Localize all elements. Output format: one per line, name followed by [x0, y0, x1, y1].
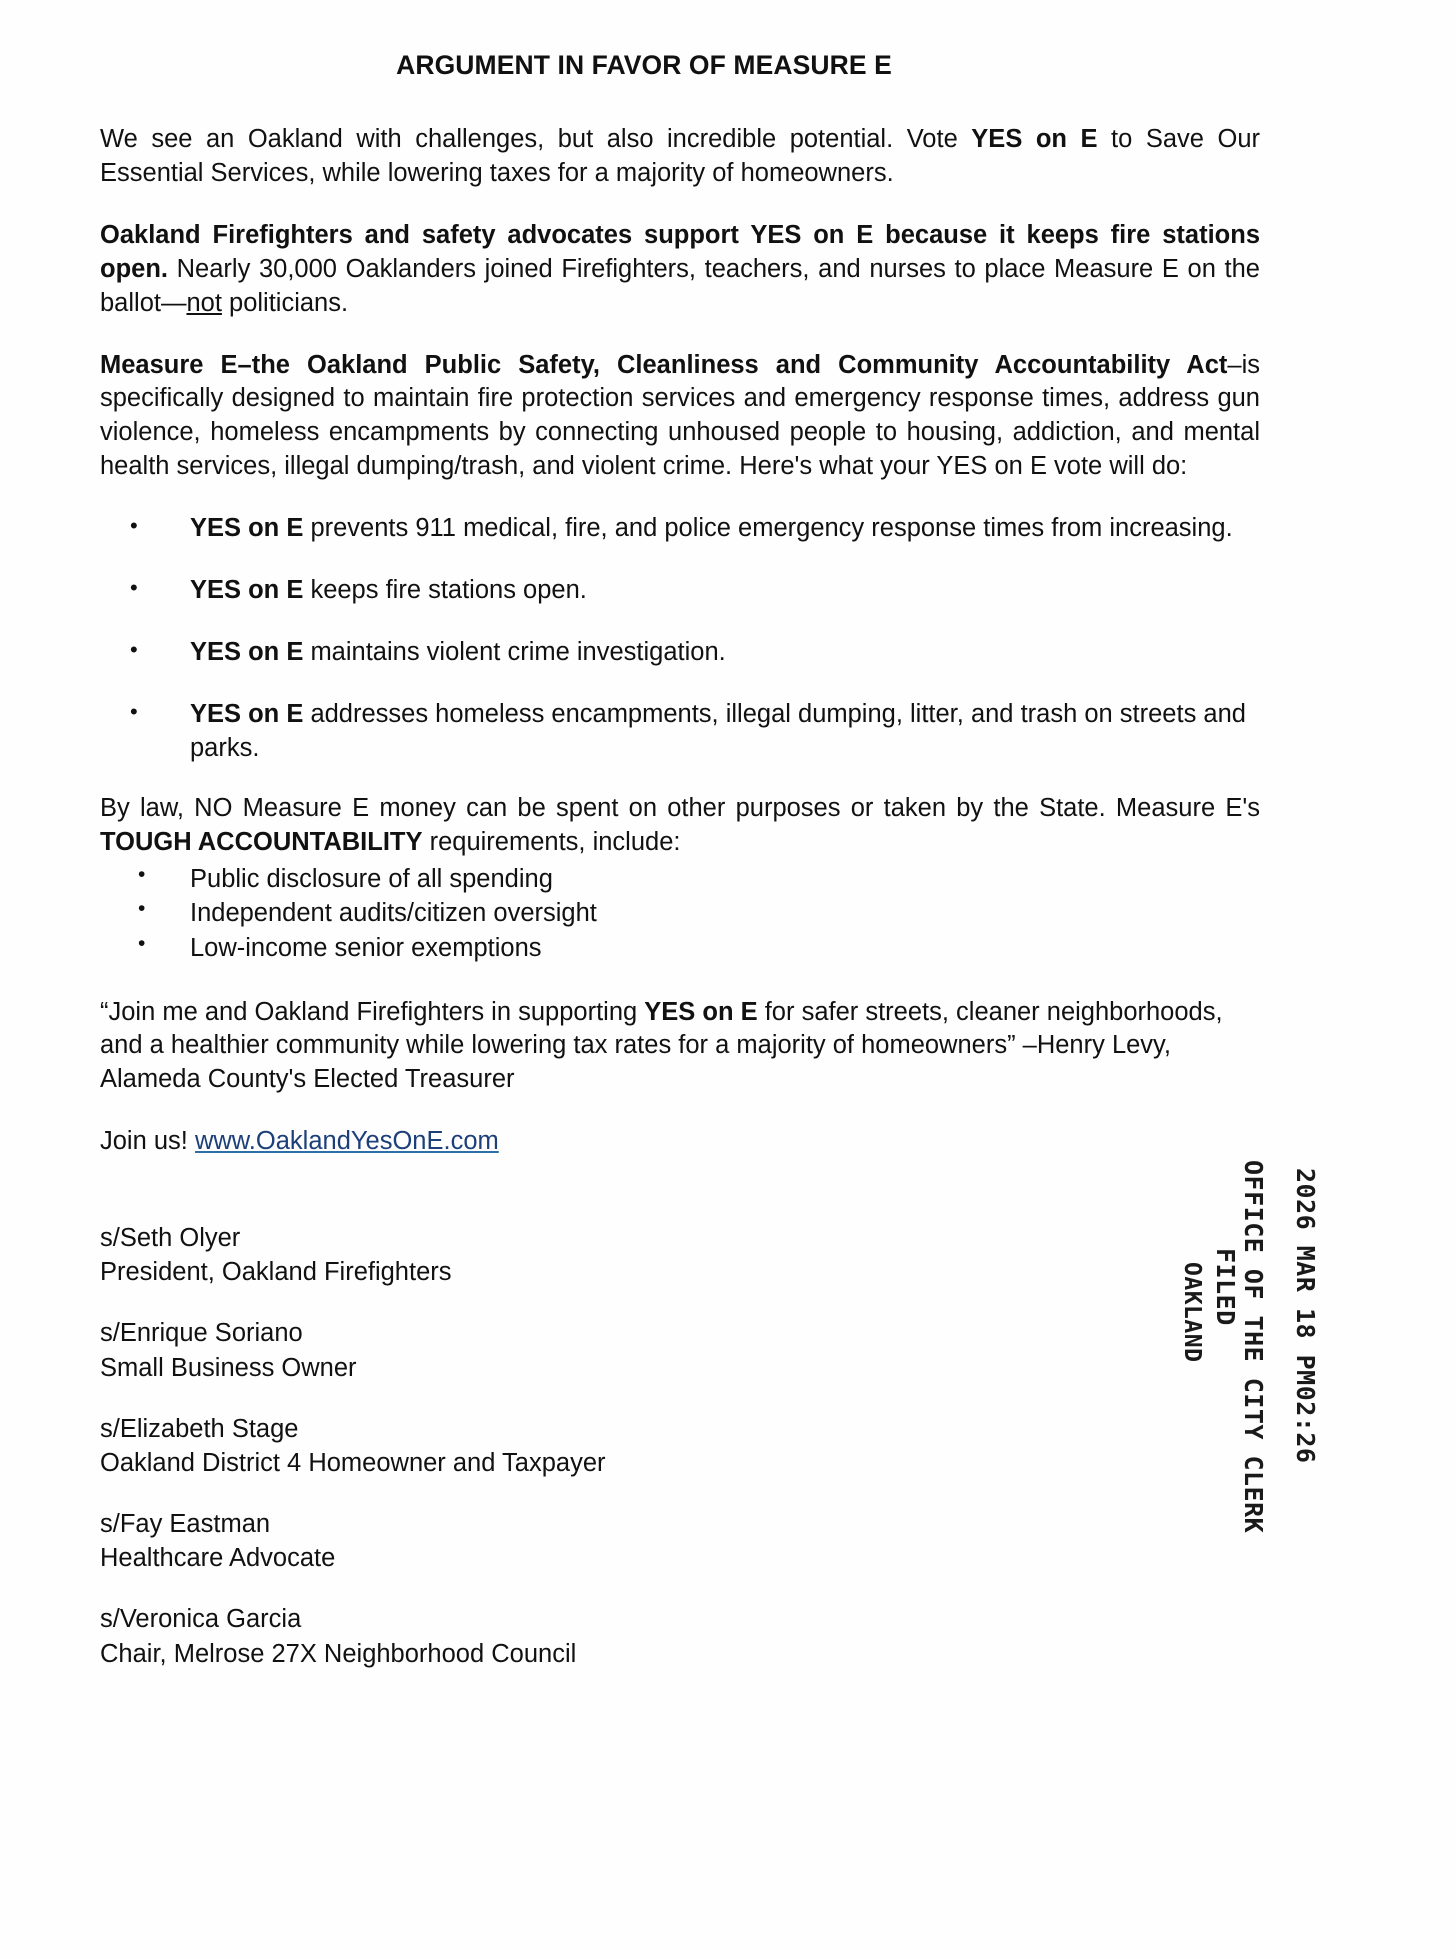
list-item: • Public disclosure of all spending [100, 862, 1260, 897]
paragraph-firefighters-text-a: Nearly 30,000 Oaklanders joined Firefighters, teachers, and nurses to place Measure E on the ballot— [100, 254, 1260, 317]
campaign-website-link[interactable]: www.OaklandYesOnE.com [194, 1127, 499, 1156]
list-item [100, 512, 1260, 546]
paragraph-firefighters [100, 219, 1260, 321]
join-us-line [100, 1125, 1358, 1159]
list-item [100, 636, 1260, 670]
paragraph-intro-text-a: We see an Oakland with challenges, but also incredible potential. Vote [100, 125, 972, 153]
paragraph-quote-emphasis: YES on E [644, 997, 758, 1026]
stamp-city-name: OAKLAND [1179, 1262, 1205, 1363]
signature-entry [100, 1221, 1358, 1289]
signature-role: Oakland District 4 Homeowner and Taxpayer [100, 1448, 606, 1477]
paragraph-quote-text-a: “Join me and Oakland Firefighters in supporting [100, 997, 645, 1026]
signature-entry [100, 1316, 1358, 1384]
paragraph-accountability [100, 792, 1260, 860]
signature-role: President, Oakland Firefighters [100, 1258, 452, 1287]
paragraph-firefighters-underlined-word: not [186, 288, 222, 317]
list-item-text: addresses homeless encampments, illegal dumping, litter, and trash on streets and parks. [190, 699, 1246, 762]
signature-entry [100, 1602, 1358, 1670]
paragraph-firefighters-text-b: politicians. [221, 288, 349, 317]
page-title: ARGUMENT IN FAVOR OF MEASURE E [396, 50, 892, 80]
stamp-filing-date: 2026 MAR 18 PM02:26 [1291, 1168, 1320, 1464]
signature-role: Healthcare Advocate [100, 1544, 336, 1573]
list-item: • Independent audits/citizen oversight [100, 896, 1260, 931]
paragraph-intro [100, 123, 1260, 191]
list-item-emphasis: YES on E [190, 637, 304, 666]
document-body [100, 50, 1358, 1698]
paragraph-intro-text-b: to Save Our Essential Services, while lowering taxes for a majority of homeowners. [100, 125, 1261, 187]
stamp-filed-label: FILED [1211, 1248, 1240, 1326]
accountability-requirements-list [100, 862, 1260, 966]
paragraph-intro-emphasis: YES on E [971, 125, 1098, 153]
list-item: • Low-income senior exemptions [100, 931, 1260, 966]
list-item-text: prevents 911 medical, fire, and police emergency response times from increasing. [303, 514, 1233, 543]
paragraph-measure-act-name: Measure E–the Oakland Public Safety, Cleanliness and Community Accountability Act [100, 350, 1228, 379]
signature-role: Small Business Owner [100, 1353, 357, 1382]
list-item-emphasis: YES on E [190, 514, 304, 543]
paragraph-firefighters-lead: Oakland Firefighters and safety advocates support YES on E because it keeps fire stations open. [100, 220, 1260, 283]
signature-name: s/Seth Olyer [100, 1224, 241, 1253]
paragraph-measure-text: –is specifically designed to maintain fire protection services and emergency response times, address gun violence, homeless encampments by connecting unhoused people to housing, addiction, and mental health services, illegal dumping/trash, and violent crime. Here's what your YES on E vote will do: [100, 350, 1260, 481]
measure-benefits-list [100, 512, 1260, 766]
signature-role: Chair, Melrose 27X Neighborhood Council [100, 1639, 577, 1668]
signature-name: s/Fay Eastman [100, 1510, 271, 1539]
paragraph-accountability-text-b: requirements, include: [422, 827, 681, 856]
signature-entry [100, 1507, 1358, 1575]
list-item-emphasis: YES on E [190, 699, 304, 728]
list-item [100, 698, 1260, 766]
paragraph-quote [100, 996, 1260, 1098]
paragraph-accountability-text-a: By law, NO Measure E money can be spent on other purposes or taken by the State. Measure E's [100, 793, 1260, 822]
list-item-text: keeps fire stations open. [303, 576, 587, 605]
list-item-text: maintains violent crime investigation. [303, 637, 726, 666]
join-us-label: Join us! [100, 1127, 195, 1156]
signature-entry [100, 1412, 1358, 1480]
signature-name: s/Enrique Soriano [100, 1319, 303, 1348]
paragraph-quote-text-b: for safer streets, cleaner neighborhoods, and a healthier community while lowering tax rates for a majority of homeowners” –Henry Levy, Alameda County's Elected Treasurer [100, 997, 1223, 1094]
stamp-office-name: OFFICE OF THE CITY CLERK [1239, 1160, 1268, 1534]
paragraph-measure-description [100, 349, 1260, 485]
paragraph-accountability-emphasis: TOUGH ACCOUNTABILITY [100, 827, 423, 856]
signature-name: s/Elizabeth Stage [100, 1414, 299, 1443]
signature-block [100, 1221, 1358, 1671]
signature-name: s/Veronica Garcia [100, 1605, 302, 1634]
list-item-emphasis: YES on E [190, 576, 304, 605]
list-item [100, 574, 1260, 608]
